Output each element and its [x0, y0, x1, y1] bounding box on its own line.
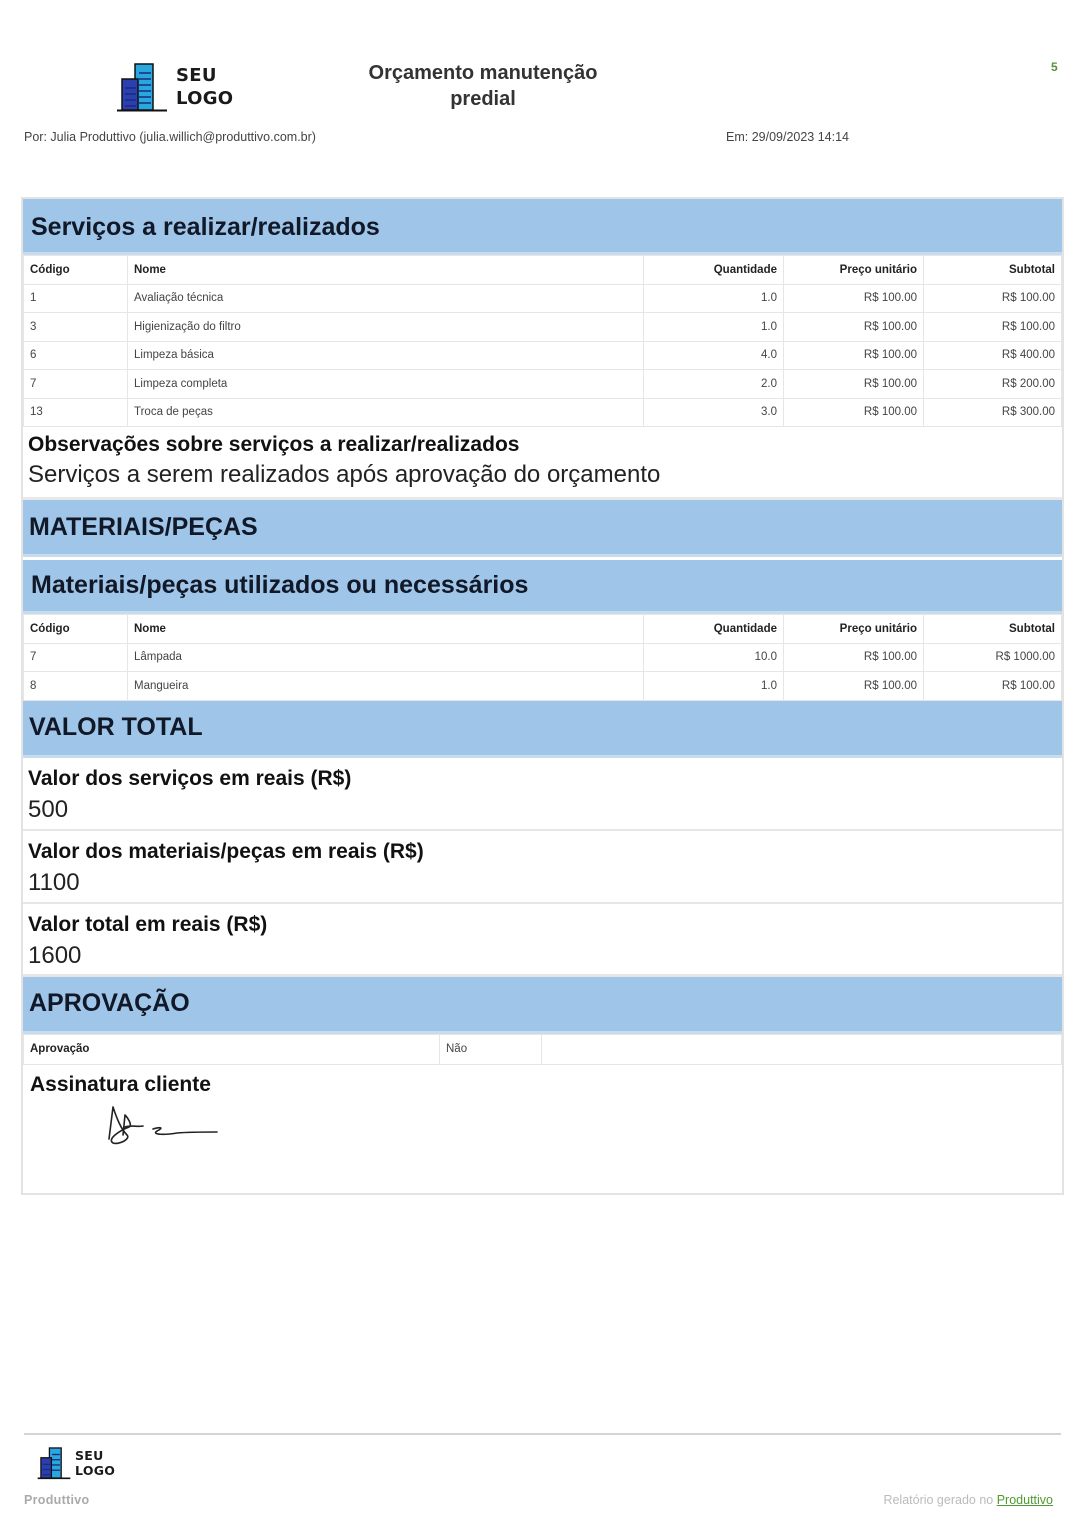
- approval-section-header: [23, 977, 1062, 1034]
- cell-unit-price: R$ 100.00: [784, 370, 924, 399]
- col-subtotal: Subtotal: [924, 256, 1062, 285]
- client-signature-block: [23, 1065, 1062, 1193]
- grand-total-value: 1600: [28, 941, 82, 969]
- cell-quantity: 3.0: [644, 398, 784, 427]
- approval-row: [24, 1034, 1062, 1064]
- table-header-row: [24, 256, 1062, 285]
- approval-empty-cell: [542, 1034, 1062, 1064]
- cell-subtotal: R$ 300.00: [924, 398, 1062, 427]
- cell-unit-price: R$ 100.00: [784, 341, 924, 370]
- approval-table: [23, 1034, 1062, 1065]
- date-line: Em: 29/09/2023 14:14: [726, 130, 850, 144]
- footer-note-text: Relatório gerado no: [883, 1493, 997, 1507]
- footer-logo: [37, 1446, 115, 1480]
- table-row: [24, 341, 1062, 370]
- col-code: Código: [24, 256, 128, 285]
- materials-total-value: 1100: [28, 868, 80, 896]
- footer-logo-line-2: LOGO: [75, 1463, 116, 1478]
- table-row: [24, 284, 1062, 313]
- cell-subtotal: R$ 100.00: [924, 284, 1062, 313]
- col-unit-price: Preço unitário: [784, 256, 924, 285]
- author-line: Por: Julia Produttivo (julia.willich@produttivo.com.br): [24, 130, 316, 144]
- table-row: [24, 398, 1062, 427]
- cell-quantity: 1.0: [644, 672, 784, 701]
- logo-line-2: LOGO: [176, 88, 234, 109]
- services-total-field: [23, 758, 1062, 831]
- cell-name: Limpeza completa: [128, 370, 644, 399]
- cell-name: Mangueira: [128, 672, 644, 701]
- materials-title: Materiais/peças utilizados ou necessários: [31, 571, 529, 599]
- cell-name: Limpeza básica: [128, 341, 644, 370]
- col-quantity: Quantidade: [644, 615, 784, 644]
- cell-unit-price: R$ 100.00: [784, 313, 924, 342]
- materials-total-field: [23, 831, 1062, 904]
- cell-code: 8: [24, 672, 128, 701]
- cell-quantity: 1.0: [644, 284, 784, 313]
- services-total-label: Valor dos serviços em reais (R$): [28, 766, 352, 790]
- table-row: [24, 672, 1062, 701]
- building-logo-icon: [116, 61, 168, 113]
- col-subtotal: Subtotal: [924, 615, 1062, 644]
- cell-quantity: 1.0: [644, 313, 784, 342]
- materials-section-title: MATERIAIS/PEÇAS: [29, 512, 258, 541]
- cell-name: Lâmpada: [128, 643, 644, 672]
- footer-logo-line-1: SEU: [75, 1448, 104, 1463]
- col-name: Nome: [128, 256, 644, 285]
- approval-value: Não: [440, 1034, 542, 1064]
- cell-name: Higienização do filtro: [128, 313, 644, 342]
- page-number: 5: [1051, 60, 1058, 74]
- signature-image: [105, 1105, 225, 1155]
- cell-code: 3: [24, 313, 128, 342]
- footer-divider: [24, 1433, 1061, 1435]
- grand-total-label: Valor total em reais (R$): [28, 912, 268, 936]
- cell-code: 1: [24, 284, 128, 313]
- cell-subtotal: R$ 100.00: [924, 672, 1062, 701]
- services-table: [23, 255, 1062, 427]
- document-title: [330, 60, 636, 112]
- materials-section-header: [23, 500, 1062, 557]
- header-logo: [116, 58, 246, 116]
- services-observations: [23, 427, 1062, 500]
- approval-label: Aprovação: [24, 1034, 440, 1064]
- services-title: Serviços a realizar/realizados: [31, 213, 380, 241]
- cell-quantity: 4.0: [644, 341, 784, 370]
- materials-table: [23, 614, 1062, 701]
- totals-section-header: [23, 701, 1062, 758]
- title-line-2: predial: [450, 88, 516, 110]
- observations-label: Observações sobre serviços a realizar/realizados: [28, 433, 520, 456]
- cell-code: 6: [24, 341, 128, 370]
- col-quantity: Quantidade: [644, 256, 784, 285]
- cell-subtotal: R$ 200.00: [924, 370, 1062, 399]
- col-unit-price: Preço unitário: [784, 615, 924, 644]
- cell-subtotal: R$ 1000.00: [924, 643, 1062, 672]
- table-row: [24, 370, 1062, 399]
- materials-total-label: Valor dos materiais/peças em reais (R$): [28, 839, 424, 863]
- cell-subtotal: R$ 100.00: [924, 313, 1062, 342]
- cell-name: Avaliação técnica: [128, 284, 644, 313]
- grand-total-field: [23, 904, 1062, 977]
- cell-code: 7: [24, 370, 128, 399]
- table-row: [24, 643, 1062, 672]
- cell-quantity: 10.0: [644, 643, 784, 672]
- cell-code: 13: [24, 398, 128, 427]
- col-name: Nome: [128, 615, 644, 644]
- cell-name: Troca de peças: [128, 398, 644, 427]
- report-body: [21, 197, 1064, 1195]
- signature-label: Assinatura cliente: [30, 1072, 211, 1096]
- table-row: [24, 313, 1062, 342]
- cell-unit-price: R$ 100.00: [784, 398, 924, 427]
- services-section-header: [23, 199, 1062, 255]
- logo-line-1: SEU: [176, 65, 217, 86]
- footer-note: [883, 1493, 1053, 1507]
- col-code: Código: [24, 615, 128, 644]
- cell-unit-price: R$ 100.00: [784, 672, 924, 701]
- services-total-value: 500: [28, 795, 69, 823]
- title-line-1: Orçamento manutenção: [368, 62, 598, 84]
- footer-brand: Produttivo: [24, 1493, 90, 1507]
- totals-section-title: VALOR TOTAL: [29, 713, 203, 741]
- building-logo-icon: [37, 1446, 71, 1480]
- cell-unit-price: R$ 100.00: [784, 643, 924, 672]
- cell-unit-price: R$ 100.00: [784, 284, 924, 313]
- table-header-row: [24, 615, 1062, 644]
- cell-code: 7: [24, 643, 128, 672]
- cell-subtotal: R$ 400.00: [924, 341, 1062, 370]
- observations-value: Serviços a serem realizados após aprovação do orçamento: [28, 461, 661, 488]
- produttivo-link[interactable]: Produttivo: [996, 1493, 1053, 1507]
- materials-subsection-header: [23, 557, 1062, 614]
- cell-quantity: 2.0: [644, 370, 784, 399]
- approval-section-title: APROVAÇÃO: [29, 989, 190, 1017]
